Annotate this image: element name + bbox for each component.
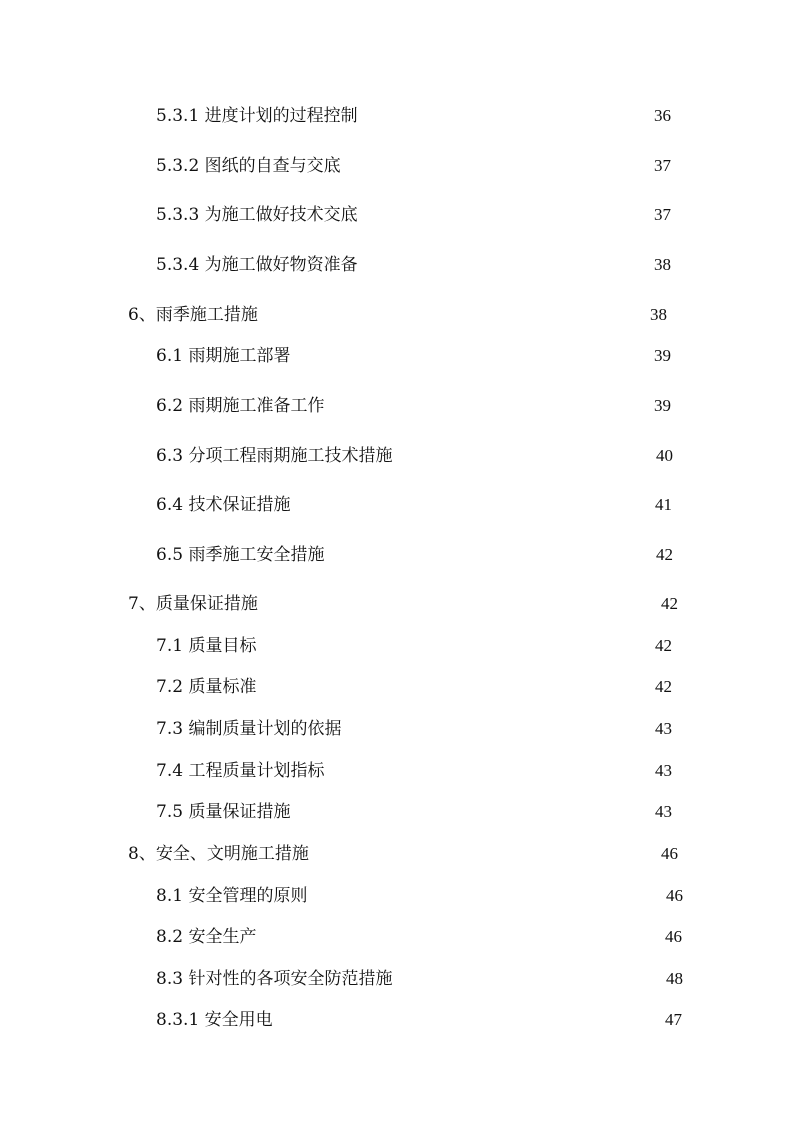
toc-entry-label: 6、雨季施工措施 xyxy=(128,305,258,325)
toc-entry-page: 39 xyxy=(654,346,671,365)
toc-entry-label: 8.2 安全生产 xyxy=(156,927,257,947)
toc-entry-label: 8.1 安全管理的原则 xyxy=(156,886,308,906)
toc-entry-page: 42 xyxy=(655,677,672,696)
toc-entry-page: 37 xyxy=(654,156,671,175)
toc-entry-label: 8.3 针对性的各项安全防范措施 xyxy=(156,969,393,989)
toc-entry-label: 7.5 质量保证措施 xyxy=(156,802,291,822)
toc-entry-page: 48 xyxy=(666,969,683,988)
toc-entry-label: 6.1 雨期施工部署 xyxy=(156,346,291,366)
toc-entry-label: 7.4 工程质量计划指标 xyxy=(156,761,325,781)
toc-entry-label: 6.2 雨期施工准备工作 xyxy=(156,396,325,416)
toc-entry-label: 7.1 质量目标 xyxy=(156,636,257,656)
toc-entry-page: 46 xyxy=(665,927,682,946)
toc-entry-page: 38 xyxy=(650,305,667,324)
toc-entry-page: 43 xyxy=(655,719,672,738)
toc-entry-label: 6.3 分项工程雨期施工技术措施 xyxy=(156,446,393,466)
toc-entry-page: 40 xyxy=(656,446,673,465)
toc-entry-label: 5.3.1 进度计划的过程控制 xyxy=(156,106,358,126)
toc-entry-page: 42 xyxy=(656,545,673,564)
toc-entry-page: 39 xyxy=(654,396,671,415)
toc-entry-page: 37 xyxy=(654,205,671,224)
toc-entry-page: 47 xyxy=(665,1010,682,1029)
toc-entry-label: 8、安全、文明施工措施 xyxy=(128,844,309,864)
toc-entry-page: 43 xyxy=(655,761,672,780)
toc-entry-label: 7、质量保证措施 xyxy=(128,594,258,614)
toc-entry-page: 43 xyxy=(655,802,672,821)
toc-entry-label: 7.2 质量标准 xyxy=(156,677,257,697)
toc-entry-label: 5.3.2 图纸的自查与交底 xyxy=(156,156,341,176)
toc-entry-label: 5.3.4 为施工做好物资准备 xyxy=(156,255,358,275)
toc-entry-label: 7.3 编制质量计划的依据 xyxy=(156,719,342,739)
toc-entry-page: 38 xyxy=(654,255,671,274)
toc-entry-page: 46 xyxy=(666,886,683,905)
toc-entry-page: 42 xyxy=(661,594,678,613)
toc-entry-page: 46 xyxy=(661,844,678,863)
toc-entry-label: 8.3.1 安全用电 xyxy=(156,1010,273,1030)
toc-entry-page: 41 xyxy=(655,495,672,514)
toc-entry-page: 42 xyxy=(655,636,672,655)
toc-entry-page: 36 xyxy=(654,106,671,125)
toc-entry-label: 5.3.3 为施工做好技术交底 xyxy=(156,205,358,225)
toc-entry-label: 6.4 技术保证措施 xyxy=(156,495,291,515)
toc-entry-label: 6.5 雨季施工安全措施 xyxy=(156,545,325,565)
